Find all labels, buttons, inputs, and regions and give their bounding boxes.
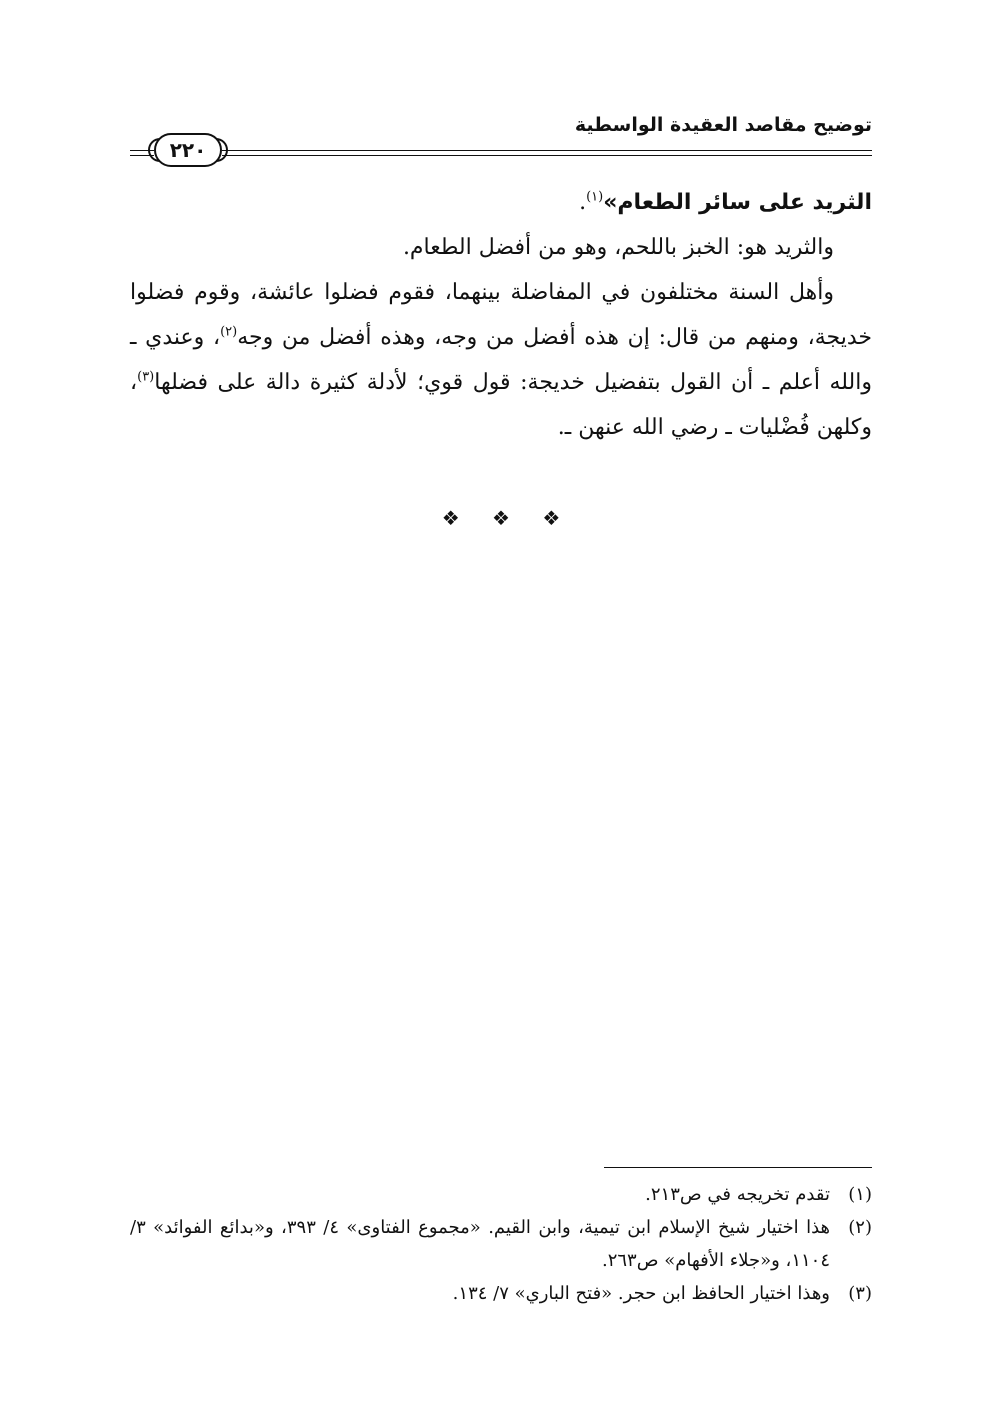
main-text bbox=[130, 180, 872, 450]
footnote-2 bbox=[130, 1211, 872, 1277]
paragraph-text: ، وكلهن فُضْليات ـ رضي الله عنهن ـ. bbox=[130, 370, 872, 440]
paragraph-text: وأهل السنة مختلفون في المفاضلة بينهما، فقوم فضلوا عائشة، وقوم فضلوا خديجة، ومنهم من قال: إن هذه أفضل من وجه، وهذه أفضل من وجه bbox=[130, 280, 872, 350]
footnote-text: وهذا اختيار الحافظ ابن حجر. «فتح الباري» ٧/ ١٣٤. bbox=[452, 1283, 830, 1304]
footnote-ref-2: (٢) bbox=[220, 324, 238, 340]
footnote-text: تقدم تخريجه في ص٢١٣. bbox=[645, 1184, 830, 1205]
ornament-icon: ❖ bbox=[492, 506, 510, 530]
paragraph-3 bbox=[130, 270, 872, 450]
footnote-ref-3: (٣) bbox=[137, 369, 155, 385]
ornament-icon: ❖ bbox=[441, 506, 460, 530]
running-title: توضيح مقاصد العقيدة الواسطية bbox=[574, 114, 872, 136]
paragraph-2: والثريد هو: الخبز باللحم، وهو من أفضل الطعام. bbox=[402, 235, 834, 260]
footnote-1 bbox=[130, 1178, 872, 1211]
page-header bbox=[130, 108, 872, 168]
ornament-icon: ❖ bbox=[542, 506, 561, 530]
page-number-badge bbox=[154, 133, 222, 167]
footnote-text: هذا اختيار شيخ الإسلام ابن تيمية، وابن القيم. «مجموع الفتاوى» ٤/ ٣٩٣، و«بدائع الفوائد» ٣/ ١١٠٤، و«جلاء الأفهام» ص٢٦٣. bbox=[130, 1217, 831, 1271]
footnote-divider bbox=[604, 1167, 872, 1168]
section-separator bbox=[0, 506, 1002, 530]
paragraph-1 bbox=[130, 180, 872, 225]
footnotes bbox=[130, 1178, 872, 1310]
header-rule bbox=[222, 155, 872, 156]
footnote-number: (٢) bbox=[848, 1217, 872, 1238]
footnote-number: (١) bbox=[848, 1184, 872, 1205]
footnote-number: (٣) bbox=[848, 1283, 872, 1304]
header-rule bbox=[222, 150, 872, 151]
page-number: ٢٢٠ bbox=[169, 138, 207, 162]
bold-text: الثريد على سائر الطعام» bbox=[603, 190, 872, 215]
paragraph-text: ، وعندي ـ والله أعلم ـ أن القول بتفضيل خديجة: قول قوي؛ لأدلة كثيرة دالة على فضلها bbox=[130, 325, 872, 395]
sentence-end: . bbox=[579, 190, 587, 215]
footnote-ref-1: (١) bbox=[586, 189, 604, 205]
footnote-3 bbox=[130, 1277, 872, 1310]
